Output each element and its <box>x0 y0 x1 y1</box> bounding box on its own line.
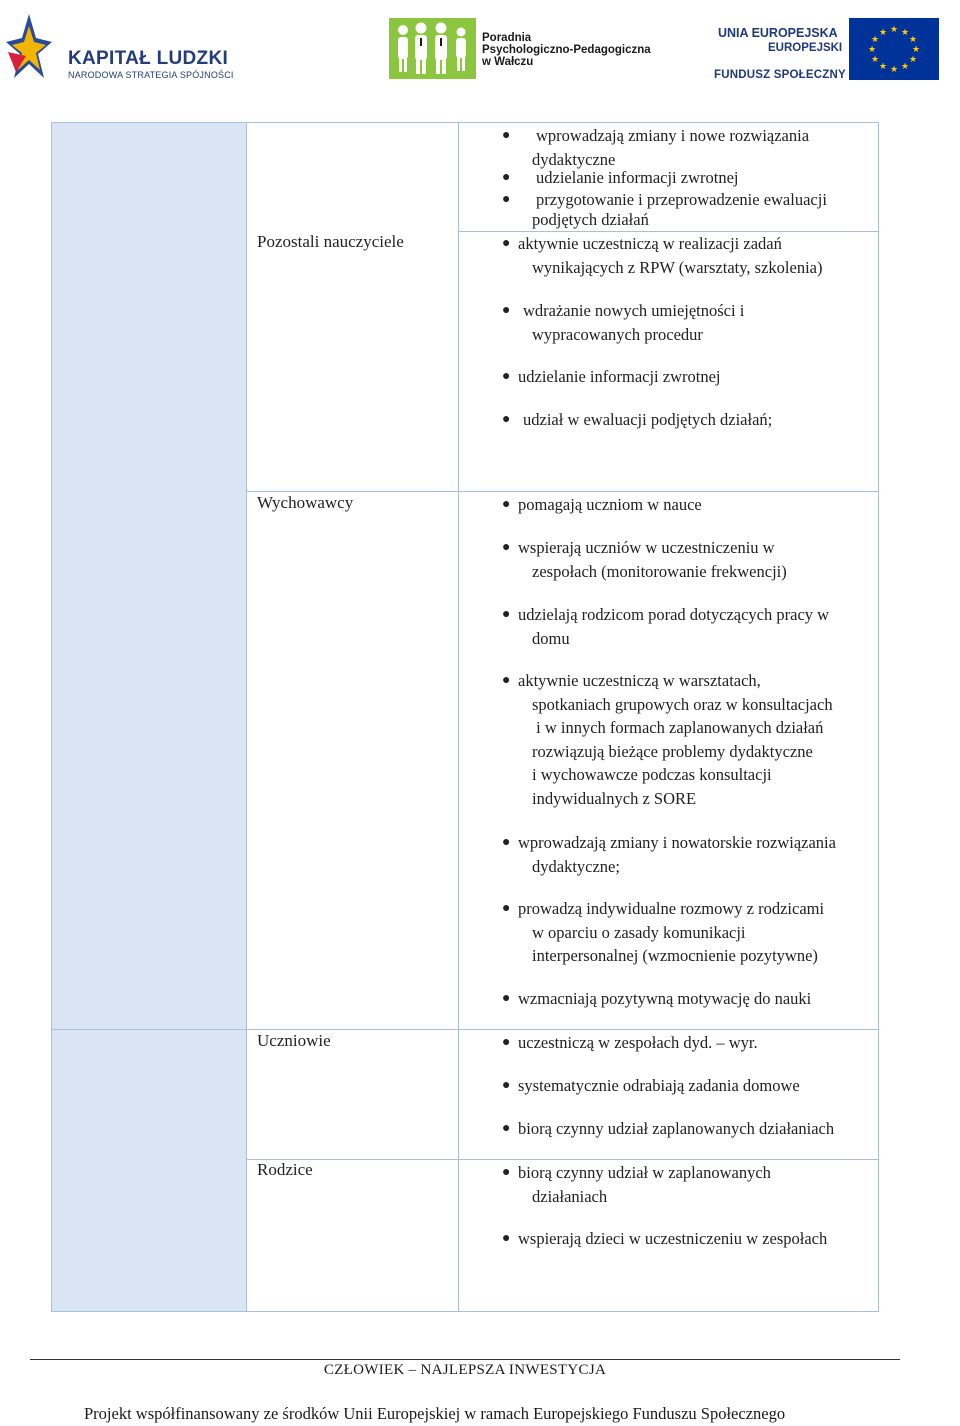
list-item <box>502 365 868 389</box>
list-item-line: i w innych formach zaplanowanych działań <box>532 718 824 737</box>
list-item-line: rozwiązują bieżące problemy dydaktyczne <box>532 741 813 761</box>
list-item <box>502 232 868 279</box>
ue-line3: FUNDUSZ SPOŁECZNY <box>714 69 846 81</box>
list-item-line: aktywnie uczestniczą w realizacji zadań <box>518 234 782 253</box>
list-item <box>502 1161 868 1208</box>
bullet-icon: ● <box>502 901 511 916</box>
list-item-line: wspierają dzieci w uczestniczeniu w zespołach <box>518 1229 828 1248</box>
list-item-line: biorą czynny udział w zaplanowanych <box>518 1163 771 1182</box>
poradnia-logo <box>389 18 651 82</box>
list-item-line: wprowadzają zmiany i nowe rozwiązania <box>536 126 810 145</box>
bullet-icon: ● <box>502 991 511 1006</box>
bullet-icon: ● <box>502 1165 511 1180</box>
role-label: Uczniowie <box>257 1031 331 1050</box>
list-item <box>502 1117 868 1141</box>
kl-title: KAPITAŁ LUDZKI <box>68 48 229 69</box>
list-item-line: pomagają uczniom w nauce <box>518 495 702 514</box>
list-item <box>502 603 868 650</box>
list-item-line: dydaktyczne <box>532 149 616 169</box>
bullet-icon: ● <box>502 607 511 622</box>
column-divider <box>458 123 459 1311</box>
bullet-icon: ● <box>502 412 511 427</box>
list-item-line: interpersonalnej (wzmocnienie pozytywne) <box>532 946 818 965</box>
svg-text:★: ★ <box>889 65 899 75</box>
list-item <box>502 1031 868 1055</box>
svg-text:★: ★ <box>870 35 880 45</box>
bullet-icon: ● <box>502 497 511 512</box>
poradnia-line2: Psychologiczno-Pedagogiczna <box>482 44 651 56</box>
svg-text:★: ★ <box>870 55 880 65</box>
list-item-line: indywidualnych z SORE <box>532 788 697 808</box>
list-item-line: systematycznie odrabiają zadania domowe <box>518 1076 800 1095</box>
list-item-line: wspierają uczniów w uczestniczeniu w <box>518 538 775 557</box>
list-item-line: prowadzą indywidualne rozmowy z rodzicami <box>518 899 825 918</box>
bullet-icon: ● <box>502 1078 511 1093</box>
list-item-line: i wychowawcze podczas konsultacji <box>532 765 772 784</box>
svg-text:★: ★ <box>900 28 910 38</box>
row-divider <box>247 491 878 492</box>
bullet-icon: ● <box>502 1231 511 1246</box>
family-icon <box>389 18 476 79</box>
ue-line2: EUROPEJSKI <box>768 42 843 54</box>
list-item <box>502 1074 868 1098</box>
footer-slogan: CZŁOWIEK – NAJLEPSZA INWESTYCJA <box>323 1362 607 1378</box>
list-item <box>502 408 868 432</box>
svg-text:★: ★ <box>908 55 918 65</box>
kapital-ludzki-logo <box>4 12 236 88</box>
list-item-line: udzielanie informacji zwrotnej <box>536 168 739 187</box>
list-item-line: działaniach <box>532 1186 608 1206</box>
list-item <box>502 536 868 583</box>
eu-logo <box>712 18 942 82</box>
poradnia-text <box>482 32 651 68</box>
list-item-line: aktywnie uczestniczą w warsztatach, <box>518 671 761 690</box>
bullet-icon: ● <box>502 1035 511 1050</box>
role-label: Rodzice <box>257 1160 313 1179</box>
footer-divider <box>30 1359 900 1360</box>
bullet-icon: ● <box>502 369 511 384</box>
list-item <box>502 987 868 1011</box>
list-item-line: wzmacniają pozytywną motywację do nauki <box>518 989 812 1008</box>
bullet-icon: ● <box>502 192 511 207</box>
list-item-line: wypracowanych procedur <box>532 324 703 344</box>
list-item-line: w oparciu o zasady komunikacji <box>532 922 746 942</box>
list-item <box>502 493 868 517</box>
list-item-line: przygotowanie i przeprowadzenie ewaluacji <box>536 190 827 209</box>
list-item <box>502 897 868 968</box>
svg-text:★: ★ <box>889 25 899 35</box>
bullet-icon: ● <box>502 1121 511 1136</box>
poradnia-line3: w Wałczu <box>482 56 534 68</box>
list-item <box>502 124 868 171</box>
list-item-line: biorą czynny udział zaplanowanych działaniach <box>518 1119 835 1138</box>
list-item-line: udzielają rodzicom porad dotyczących pracy w <box>518 605 830 624</box>
role-label: Pozostali nauczyciele <box>257 232 404 251</box>
list-item-line: uczestniczą w zespołach dyd. – wyr. <box>518 1033 758 1052</box>
bullet-icon: ● <box>502 540 511 555</box>
bullet-icon: ● <box>502 673 511 688</box>
list-item-line: dydaktyczne; <box>532 856 620 876</box>
list-item-line: udział w ewaluacji podjętych działań; <box>523 410 773 429</box>
bullet-icon: ● <box>502 835 511 850</box>
svg-text:★: ★ <box>911 45 921 55</box>
list-item-line: wdrażanie nowych umiejętności i <box>523 301 745 320</box>
svg-text:★: ★ <box>900 62 910 72</box>
list-item-line: wynikających z RPW (warsztaty, szkolenia) <box>532 257 823 277</box>
role-column <box>52 123 247 1311</box>
bullet-icon: ● <box>502 128 511 143</box>
list-item <box>502 831 868 878</box>
bullet-icon: ● <box>502 236 511 251</box>
list-item <box>502 166 868 190</box>
list-item-line: wprowadzają zmiany i nowatorskie rozwiązania <box>518 833 836 852</box>
kapital-ludzki-star-icon <box>4 12 54 88</box>
role-label: Wychowawcy <box>257 493 354 512</box>
list-item-line: podjętych działań <box>532 209 649 229</box>
poradnia-line1: Poradnia <box>482 32 532 44</box>
list-item <box>502 669 868 810</box>
list-item <box>502 188 868 231</box>
row-divider <box>247 1159 878 1160</box>
row-divider <box>52 1029 878 1030</box>
list-item-line: domu <box>532 628 570 648</box>
ue-line1: UNIA EUROPEJSKA <box>718 26 838 40</box>
list-item-line: udzielanie informacji zwrotnej <box>518 367 721 386</box>
svg-text:★: ★ <box>878 28 888 38</box>
svg-text:★: ★ <box>867 45 877 55</box>
svg-text:★: ★ <box>908 35 918 45</box>
list-item <box>502 1227 868 1251</box>
svg-text:★: ★ <box>878 62 888 72</box>
list-item-line: spotkaniach grupowych oraz w konsultacjach <box>532 694 833 714</box>
list-item-line: zespołach (monitorowanie frekwencji) <box>532 561 787 581</box>
list-item <box>502 299 868 346</box>
bullet-icon: ● <box>502 170 511 185</box>
eu-flag-icon <box>849 18 939 80</box>
bullet-icon: ● <box>502 303 511 318</box>
kl-subtitle: NARODOWA STRATEGIA SPÓJNOŚCI <box>68 70 234 80</box>
footer-funding-note: Projekt współfinansowany ze środków Unii Europejskiej w ramach Europejskiego Funduszu Społecznego <box>84 1404 786 1423</box>
